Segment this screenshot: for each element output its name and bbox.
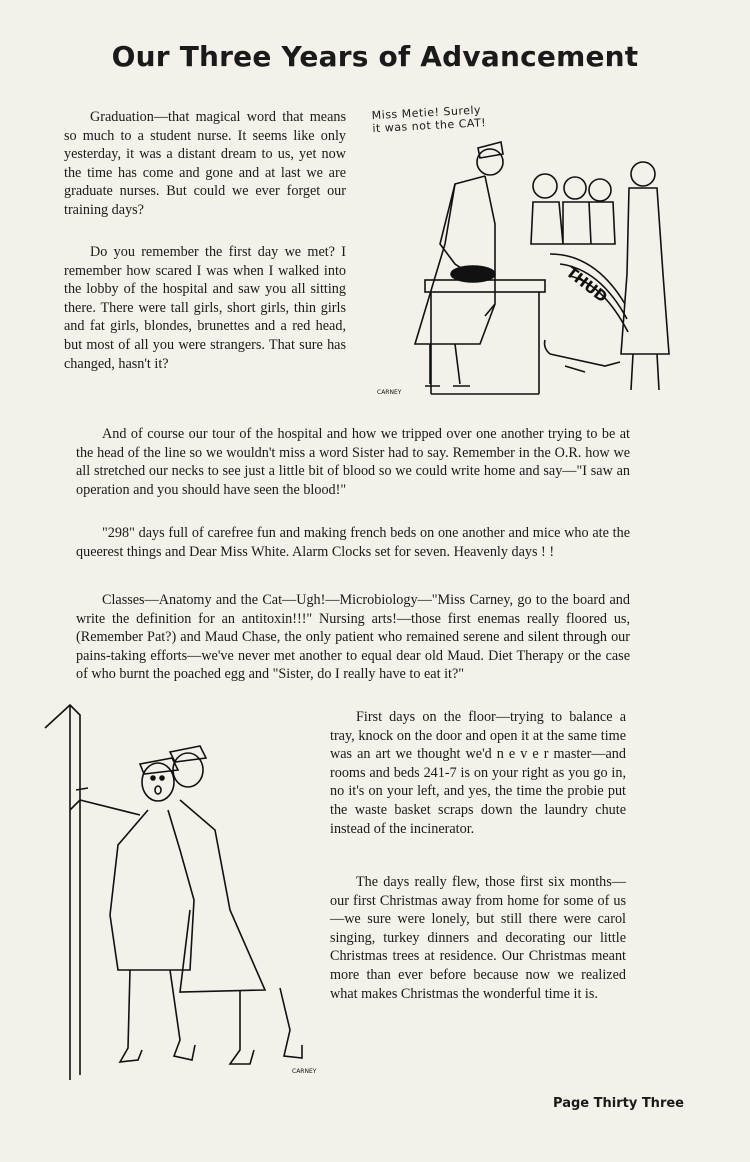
artist-signature: CARNEY	[377, 389, 402, 396]
table-top	[425, 280, 545, 292]
nurse-face-3	[589, 179, 611, 201]
paragraph-classes: Classes—Anatomy and the Cat—Ugh!—Microbiology—"Miss Carney, go to the board and write the definition for an antitoxin!!!" Nursing arts!—those first enemas really floored us, (Remember Pat?) and Maud Chase, the only patient who remained serene and silent through our pains-taking efforts—we've never met another to equal dear old Maud. Diet Therapy or the case of who burnt the poached egg and "Sister, do I really have to eat it?"	[76, 592, 630, 683]
eye-right	[160, 776, 164, 780]
page-number: Page Thirty Three	[553, 1096, 684, 1111]
nurse-arm	[440, 176, 485, 274]
cartoon-two-nurses-illustration	[40, 700, 330, 1085]
paragraph-hospital-tour: And of course our tour of the hospital and how we tripped over one another trying to be at the head of the line so we wouldn't miss a word Sister had to say. Remember in the O.R. how we all stretched our necks to see just a little bit of blood so we could write home and say—"I saw an operation and you should have seen the blood!"	[76, 426, 630, 498]
front-nurse-head	[142, 763, 174, 801]
paragraph-first-day: Do you remember the first day we met? I remember how scared I was when I walked into the lobby of the hospital and saw you all sitting there. There were tall girls, short girls, thin girls and fat girls, blondes, brunettes and a red head, but most of all you were strangers. That sure has changed, hasn't it?	[64, 244, 346, 372]
paragraph-298-days: "298" days full of carefree fun and making french beds on one another and mice who ate the queerest things and Dear Miss White. Alarm Clocks set for seven. Heavenly days ! !	[76, 525, 630, 560]
back-nurse-head	[631, 162, 655, 186]
nurse-head	[477, 149, 503, 175]
eye-left	[151, 776, 155, 780]
nurse-face-1	[533, 174, 557, 198]
thud-text: THUD	[562, 262, 611, 307]
front-nurse-legs	[120, 970, 195, 1062]
nurses-bodies	[531, 202, 615, 244]
back-nurse-body	[621, 188, 669, 354]
back-nurse-legs	[631, 354, 659, 390]
door-frame	[45, 705, 80, 1080]
gasping-mouth	[155, 786, 161, 794]
fallen-figure	[545, 340, 620, 372]
paragraph-graduation: Graduation—that magical word that means so much to a student nurse. It seems like only yesterday, it was a distant dream to us, yet now the time has come and gone and at last we are graduate nurses. But could we ever forget our training days?	[64, 109, 346, 218]
nurse-face-2	[564, 177, 586, 199]
nurse-cap	[478, 142, 503, 158]
artist-signature-2: CARNEY	[292, 1068, 317, 1075]
page-title: Our Three Years of Advancement	[111, 40, 639, 73]
paragraph-christmas: The days really flew, those first six months—our first Christmas away from home for some of us—we sure were lonely, but still there were carol singing, turkey dinners and decorating our little Christmas trees at residence. Our Christmas meant more than ever before because now we realized what makes Christmas the wonderful time it is.	[330, 874, 626, 1002]
cartoon-speech-text: Miss Metie! Surely it was not the CAT!	[371, 103, 487, 136]
rear-nurse-legs	[230, 988, 302, 1064]
cartoon-nurses-thud-illustration	[345, 104, 685, 408]
table-legs	[431, 292, 539, 394]
cat-shape	[451, 266, 495, 282]
front-nurse-dress	[110, 810, 194, 970]
door-handle	[76, 788, 88, 790]
paragraph-first-days-floor: First days on the floor—trying to balance a tray, knock on the door and open it at the same time was an art we thought we'd n e v e r master—and rooms and beds 241-7 is on your right as you go in, no it's on your left, and yes, the time the probie put the waste basket scraps down the laundry chute instead of the incinerator.	[330, 709, 626, 837]
nurse-torso	[485, 176, 495, 316]
